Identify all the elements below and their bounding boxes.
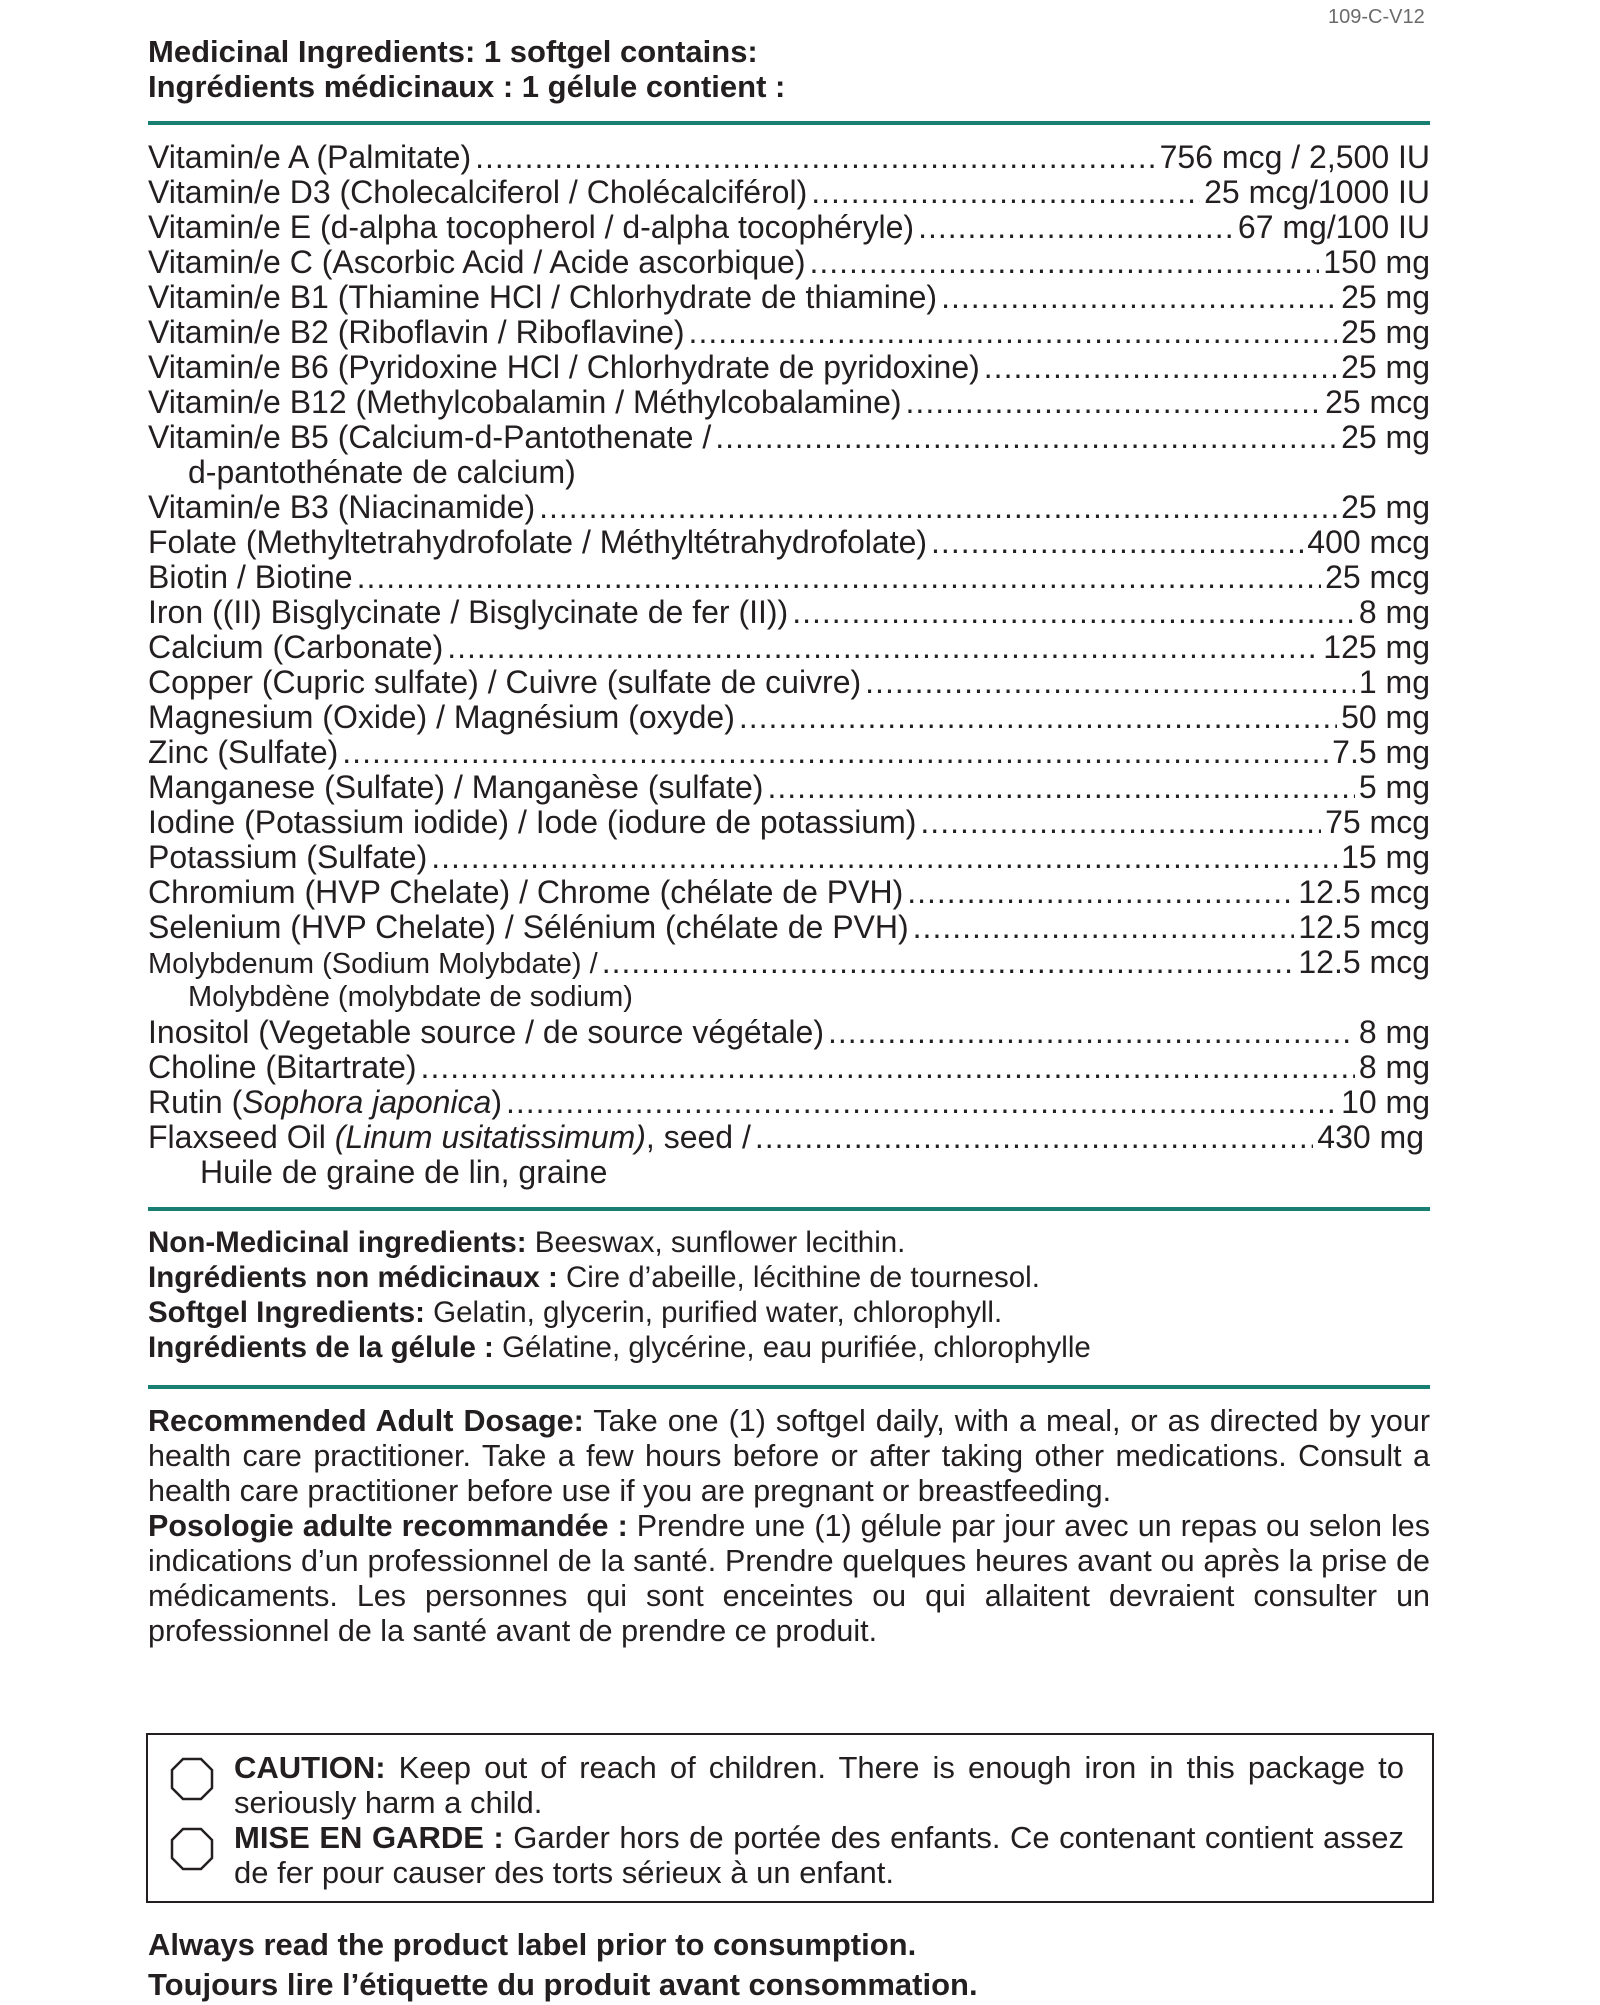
octagon-warning-icon <box>170 1827 214 1871</box>
non-medicinal-fr: Ingrédients non médicinaux : Cire d’abeille, lécithine de tournesol. <box>148 1261 1040 1294</box>
ingredient-row: Vitamin/e B12 (Methylcobalamin / Méthylcobalamine) ..... 25 mcg <box>148 385 1430 420</box>
ingredient-row: Flaxseed Oil (Linum usitatissimum), seed / ..... 430 mg <box>148 1120 1430 1155</box>
ingredient-row: Vitamin/e B1 (Thiamine HCl / Chlorhydrate de thiamine) ..... 25 mg <box>148 280 1430 315</box>
ingredient-row: Calcium (Carbonate) ..... 125 mg <box>148 630 1430 665</box>
octagon-warning-icon <box>170 1757 214 1801</box>
dosage-section <box>148 1404 1430 1649</box>
ingredient-continuation: Molybdène (molybdate de sodium) <box>188 981 633 1013</box>
ingredient-row: Chromium (HVP Chelate) / Chrome (chélate de PVH) ..... 12.5 mcg <box>148 875 1430 910</box>
ingredient-row: Molybdenum (Sodium Molybdate) / ..... 12.5 mcg <box>148 945 1430 980</box>
caution-box <box>146 1733 1434 1903</box>
ingredient-row: Vitamin/e E (d-alpha tocopherol / d-alpha tocophéryle) ..... 67 mg/100 IU <box>148 210 1430 245</box>
ingredient-row: Magnesium (Oxide) / Magnésium (oxyde) ..... 50 mg <box>148 700 1430 735</box>
dosage-en: Recommended Adult Dosage: Take one (1) softgel daily, with a meal, or as directed by your health care practitioner. Take a few hours before or after taking other medications. Consult a health care practitioner before use if you are pregnant or breastfeeding. <box>148 1404 1430 1508</box>
ingredient-row: Vitamin/e B3 (Niacinamide) ..... 25 mg <box>148 490 1430 525</box>
caution-fr: MISE EN GARDE : Garder hors de portée des enfants. Ce contenant contient assez de fer pour causer des torts sérieux à un enfant. <box>234 1820 1405 1890</box>
ingredient-row: Vitamin/e D3 (Cholecalciferol / Cholécalciférol) ..... 25 mcg/1000 IU <box>148 175 1430 210</box>
ingredient-row: Vitamin/e A (Palmitate) ..... 756 mcg / 2,500 IU <box>148 140 1430 175</box>
divider <box>148 1385 1430 1389</box>
divider <box>148 1207 1430 1211</box>
ingredient-continuation: Huile de graine de lin, graine <box>200 1154 608 1190</box>
footer-notice <box>148 1925 1430 2005</box>
ingredient-row: Iodine (Potassium iodide) / Iode (iodure de potassium) ..... 75 mcg <box>148 805 1430 840</box>
ingredient-row: Selenium (HVP Chelate) / Sélénium (chélate de PVH) ..... 12.5 mcg <box>148 910 1430 945</box>
ingredient-row: Inositol (Vegetable source / de source végétale) ..... 8 mg <box>148 1015 1430 1050</box>
ingredient-continuation: d-pantothénate de calcium) <box>188 454 576 490</box>
ingredient-row: Rutin (Sophora japonica) ..... 10 mg <box>148 1085 1430 1120</box>
ingredient-row: Manganese (Sulfate) / Manganèse (sulfate) ..... 5 mg <box>148 770 1430 805</box>
ingredient-row: Vitamin/e C (Ascorbic Acid / Acide ascorbique) ..... 150 mg <box>148 245 1430 280</box>
divider <box>148 121 1430 125</box>
dosage-fr: Posologie adulte recommandée : Prendre une (1) gélule par jour avec un repas ou selon les indications d’un professionnel de la santé. Prendre quelques heures avant ou après la prise de médicaments. Les personnes qui sont enceintes ou qui allaitent devraient consulter un professionnel de la santé avant de prendre ce produit. <box>148 1509 1430 1648</box>
softgel-ingredients-en: Softgel Ingredients: Gelatin, glycerin, purified water, chlorophyll. <box>148 1296 1003 1329</box>
ingredient-list <box>148 140 1430 1190</box>
ingredient-row: Vitamin/e B6 (Pyridoxine HCl / Chlorhydrate de pyridoxine) ..... 25 mg <box>148 350 1430 385</box>
label-code: 109-C-V12 <box>1328 6 1425 28</box>
ingredient-row: Zinc (Sulfate) ..... 7.5 mg <box>148 735 1430 770</box>
non-medicinal-en: Non-Medicinal ingredients: Beeswax, sunflower lecithin. <box>148 1226 906 1259</box>
ingredient-row: Biotin / Biotine ..... 25 mcg <box>148 560 1430 595</box>
footer-en: Always read the product label prior to consumption. <box>148 1927 917 1962</box>
ingredient-row: Choline (Bitartrate) ..... 8 mg <box>148 1050 1430 1085</box>
medicinal-heading-en: Medicinal Ingredients: 1 softgel contains: <box>148 34 758 69</box>
ingredient-row: Vitamin/e B2 (Riboflavin / Riboflavine) ..... 25 mg <box>148 315 1430 350</box>
ingredient-row: Iron ((II) Bisglycinate / Bisglycinate de fer (II)) ..... 8 mg <box>148 595 1430 630</box>
medicinal-heading-fr: Ingrédients médicinaux : 1 gélule contient : <box>148 69 786 104</box>
softgel-ingredients-fr: Ingrédients de la gélule : Gélatine, glycérine, eau purifiée, chlorophylle <box>148 1331 1091 1364</box>
caution-en: CAUTION: Keep out of reach of children. There is enough iron in this package to seriously harm a child. <box>234 1750 1404 1820</box>
ingredient-row: Vitamin/e B5 (Calcium-d-Pantothenate / ..... 25 mg <box>148 420 1430 455</box>
non-medicinal-section <box>148 1225 1430 1365</box>
ingredient-row: Copper (Cupric sulfate) / Cuivre (sulfate de cuivre) ..... 1 mg <box>148 665 1430 700</box>
ingredient-row: Potassium (Sulfate) ..... 15 mg <box>148 840 1430 875</box>
ingredient-row: Folate (Methyltetrahydrofolate / Méthyltétrahydrofolate) ..... 400 mcg <box>148 525 1430 560</box>
medicinal-heading <box>148 34 1430 104</box>
footer-fr: Toujours lire l’étiquette du produit avant consommation. <box>148 1967 978 2002</box>
